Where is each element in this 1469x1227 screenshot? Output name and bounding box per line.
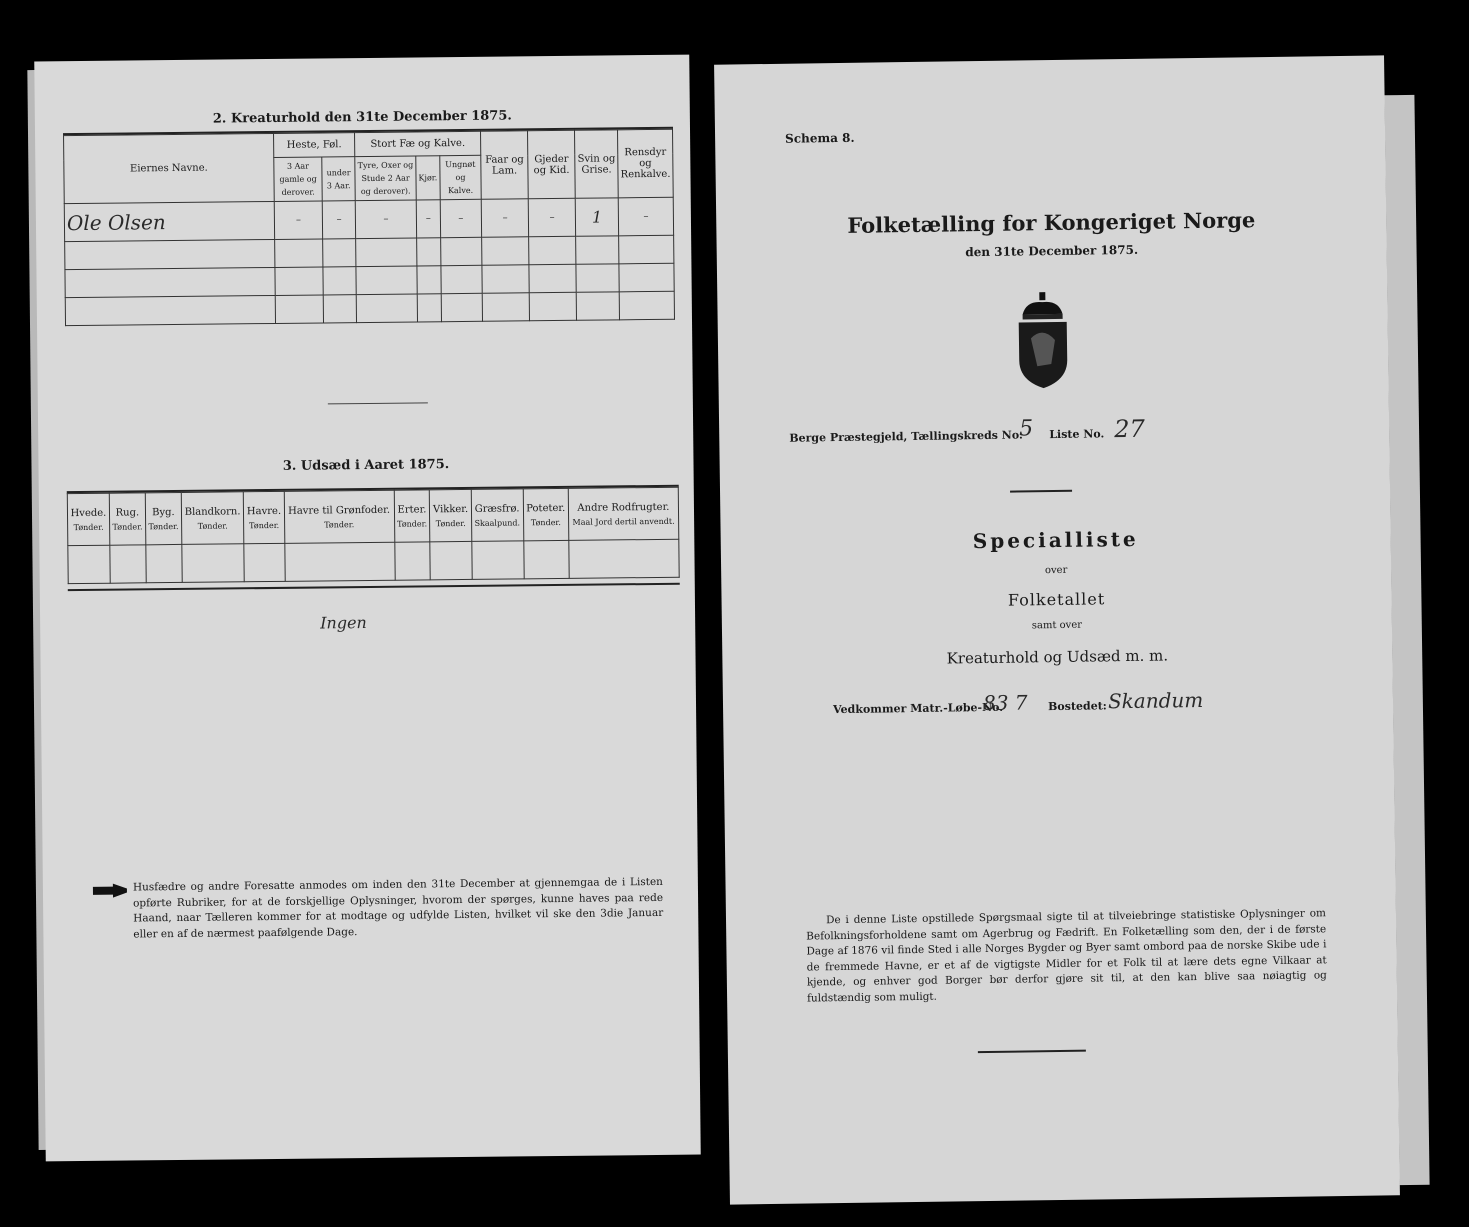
folketallet-heading: Folketallet <box>1007 589 1106 610</box>
udsaed-col-unit: Skaalpund. <box>474 517 521 528</box>
liste-number: 27 <box>1114 414 1145 444</box>
udsaed-cell <box>523 540 569 578</box>
udsaed-col-header <box>181 492 244 545</box>
col-heste-b: under 3 Aar. <box>322 157 355 201</box>
udsaed-col-unit: Tønder. <box>197 520 228 531</box>
district-label: Berge Præstegjeld, Tællingskreds No. <box>789 428 1023 445</box>
udsaed-col-header <box>430 489 472 541</box>
udsaed-col-unit: Tønder. <box>73 522 104 532</box>
value-gjeder: – <box>528 198 575 236</box>
udsaed-col-header <box>67 493 109 545</box>
udsaed-col-name: Hvede. <box>70 507 107 519</box>
udsaed-col-name: Vikker. <box>432 503 469 515</box>
udsaed-handwritten-entry: Ingen <box>320 613 367 633</box>
udsaed-col-header <box>471 489 523 542</box>
kreaturhold-title: 2. Kreaturhold den 31te December 1875. <box>212 108 512 127</box>
owner-name: Ole Olsen <box>64 201 274 241</box>
col-storfe-c: Ungnøt og Kalve. <box>440 155 482 199</box>
census-title: Folketælling for Kongeriget Norge <box>847 207 1256 238</box>
right-page <box>714 55 1400 1204</box>
value-storfe-a: – <box>355 200 416 239</box>
kreaturhold-heading: Kreaturhold og Udsæd m. m. <box>946 646 1169 668</box>
col-rensdyr-header: Rensdyr og Renkalve. <box>618 129 674 198</box>
over-text-1: over <box>1044 564 1068 577</box>
col-storfe-a: Tyre, Oxer og Stude 2 Aar og derover). <box>355 156 416 201</box>
notice-paragraph: Husfædre og andre Foresatte anmodes om inden den 31te December at gjennemgaa de i Listen opførte Rubriker, for at de forskjellige Oplysninger, hvorom der spørges, kunne haves paa rede Haand, naar Tælleren kommer for at modtage og udfylde Listen, hvilket vil ske den 3die Januar eller en af de nærmest paafølgende Dage. <box>132 875 664 940</box>
value-heste-a: – <box>274 201 323 240</box>
udsaed-col-unit: Tønder. <box>148 521 179 531</box>
norway-coat-of-arms-icon <box>1012 290 1073 391</box>
udsaed-col-unit: Maal Jord dertil anvendt. <box>572 516 675 527</box>
value-faar: – <box>481 199 528 237</box>
col-svin-header: Svin og Grise. <box>575 130 619 198</box>
udsaed-col-name: Poteter. <box>526 502 566 514</box>
udsaed-cell <box>110 545 146 583</box>
udsaed-col-unit: Tønder. <box>397 518 428 529</box>
udsaed-col-unit: Tønder. <box>249 520 280 530</box>
value-heste-b: – <box>322 201 355 239</box>
closing-rule <box>978 1050 1086 1054</box>
census-date: den 31te December 1875. <box>965 242 1139 260</box>
udsaed-cell <box>146 544 182 582</box>
udsaed-col-name: Blandkorn. <box>184 505 241 518</box>
pointing-hand-icon <box>91 882 131 898</box>
udsaed-cell <box>182 544 245 583</box>
udsaed-col-name: Rug. <box>115 506 140 519</box>
udsaed-col-header <box>394 490 431 542</box>
section-divider <box>328 402 428 404</box>
udsaed-col-unit: Tønder. <box>324 519 355 529</box>
col-storfe-header: Stort Fæ og Kalve. <box>355 131 481 156</box>
value-svin: 1 <box>575 198 618 236</box>
specialliste-heading: Specialliste <box>972 526 1139 554</box>
value-rensdyr: – <box>618 197 673 236</box>
kreaturhold-table <box>63 129 675 326</box>
udsaed-cell <box>569 539 679 578</box>
udsaed-cell <box>244 543 285 581</box>
left-page <box>34 55 700 1162</box>
udsaed-col-name: Græsfrø. <box>474 502 520 515</box>
udsaed-title: 3. Udsæd i Aaret 1875. <box>282 457 450 474</box>
udsaed-col-unit: Tønder. <box>112 521 143 532</box>
udsaed-col-header <box>244 491 285 543</box>
udsaed-cell <box>284 542 394 581</box>
col-faar-header: Faar og Lam. <box>481 131 529 199</box>
udsaed-col-header <box>109 493 146 545</box>
udsaed-col-header <box>145 492 182 544</box>
udsaed-col-header <box>284 490 394 543</box>
col-owner-header: Eiernes Navne. <box>64 133 275 203</box>
matr-number: 83 7 <box>982 690 1028 716</box>
liste-label: Liste No. <box>1049 427 1105 442</box>
col-gjeder-header: Gjeder og Kid. <box>528 130 576 198</box>
explanation-paragraph: De i denne Liste opstillede Spørgsmaal sigte til at tilveiebringe statistiske Oplysninger om Befolkningsforholdene samt om Agerbrug og Fædrift. En Folketælling som den, der i de første Dage af 1876 vil finde Sted i alle Norges Bygder og Byer samt ombord paa de norske Skibe ude i de fremmede Havne, er et af de vigtigste Midler for et Folk til at lære dets egne Vilkaar at kjende, og enhver god Borger bør derfor gjøre sit til, at den kan blive saa nøiagtig og fuldstændig som muligt. <box>806 907 1327 1005</box>
udsaed-col-name: Havre. <box>246 505 282 517</box>
samt-over-text: samt over <box>1031 619 1083 632</box>
udsaed-col-unit: Tønder. <box>435 518 466 528</box>
udsaed-cell <box>394 542 430 580</box>
value-storfe-b: – <box>416 200 440 238</box>
udsaed-col-name: Byg. <box>152 506 175 518</box>
kreds-number: 5 <box>1019 416 1034 442</box>
col-heste-header: Heste, Føl. <box>274 133 355 158</box>
udsaed-cell <box>430 541 472 579</box>
udsaed-bottom-rule <box>68 583 680 591</box>
value-storfe-c: – <box>440 199 482 237</box>
bosted-value: Skandum <box>1107 687 1204 714</box>
bosted-label: Bostedet: <box>1047 699 1107 714</box>
schema-label: Schema 8. <box>785 130 855 146</box>
udsaed-col-name: Erter. <box>397 503 427 516</box>
udsaed-cell <box>472 541 524 580</box>
udsaed-col-header <box>568 487 679 540</box>
col-storfe-b: Kjør. <box>416 156 440 200</box>
udsaed-col-name: Andre Rodfrugter. <box>577 501 670 514</box>
col-heste-a: 3 Aar gamle og derover. <box>274 157 323 202</box>
udsaed-col-header <box>523 488 569 540</box>
udsaed-col-name: Havre til Grønfoder. <box>288 504 391 517</box>
udsaed-col-unit: Tønder. <box>530 517 561 527</box>
udsaed-cell <box>68 545 110 583</box>
udsaed-table <box>67 487 680 584</box>
matr-label: Vedkommer Matr.-Løbe-No. <box>832 700 1004 717</box>
title-divider <box>1010 490 1072 493</box>
